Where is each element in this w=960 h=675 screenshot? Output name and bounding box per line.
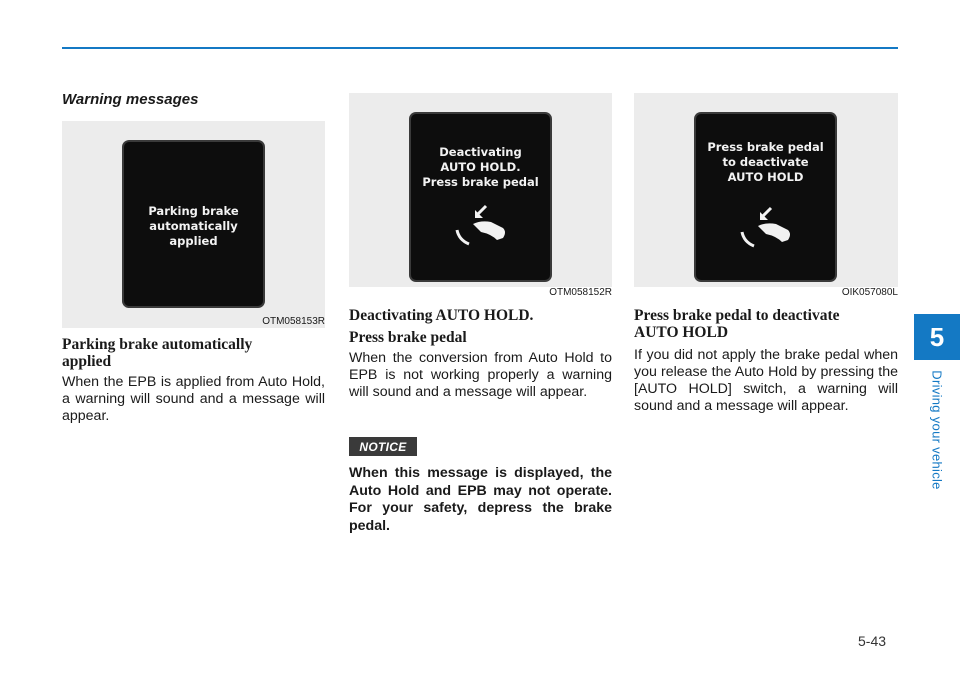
figure-code: OIK057080L [841, 287, 898, 298]
chapter-tab: 5 [914, 314, 960, 360]
figure-deactivating-auto-hold [349, 93, 612, 287]
brake-pedal-icon [736, 202, 806, 250]
figure-press-brake-pedal [634, 93, 898, 287]
col2-heading: Deactivating AUTO HOLD. [349, 307, 534, 324]
col2-body: When the conversion from Auto Hold to EPB is not working properly a warning will sound and a message will appear. [349, 350, 612, 400]
display-screen [696, 114, 835, 280]
col1-body: When the EPB is applied from Auto Hold, a warning will sound and a message will appear. [62, 374, 325, 424]
display-screen [124, 142, 263, 306]
notice-badge: NOTICE [349, 437, 417, 456]
header-rule [62, 47, 898, 49]
screen-message: Parking brake automatically applied [148, 204, 239, 248]
screen-message: Press brake pedal to deactivate AUTO HOLD [707, 140, 824, 184]
col1-heading: Parking brake automatically applied [62, 336, 253, 370]
figure-code: OTM058152R [549, 287, 612, 298]
screen-message: Deactivating AUTO HOLD. Press brake pedal [422, 145, 539, 189]
brake-pedal-icon [451, 200, 521, 248]
figure-parking-brake [62, 121, 325, 328]
col3-heading: Press brake pedal to deactivate AUTO HOLD [634, 307, 840, 341]
col2-subheading: Press brake pedal [349, 329, 467, 346]
col3-body: If you did not apply the brake pedal when you release the Auto Hold by pressing the [AUTO HOLD] switch, a warning will sound and a message will appear. [634, 347, 898, 414]
section-heading: Warning messages [62, 91, 199, 108]
notice-text: When this message is displayed, the Auto Hold and EPB may not operate. For your safety, depress the brake pedal. [349, 465, 612, 534]
page-number: 5-43 [858, 633, 887, 649]
display-screen [411, 114, 550, 280]
figure-code: OTM058153R [262, 316, 325, 327]
chapter-title: Driving your vehicle [929, 370, 945, 490]
